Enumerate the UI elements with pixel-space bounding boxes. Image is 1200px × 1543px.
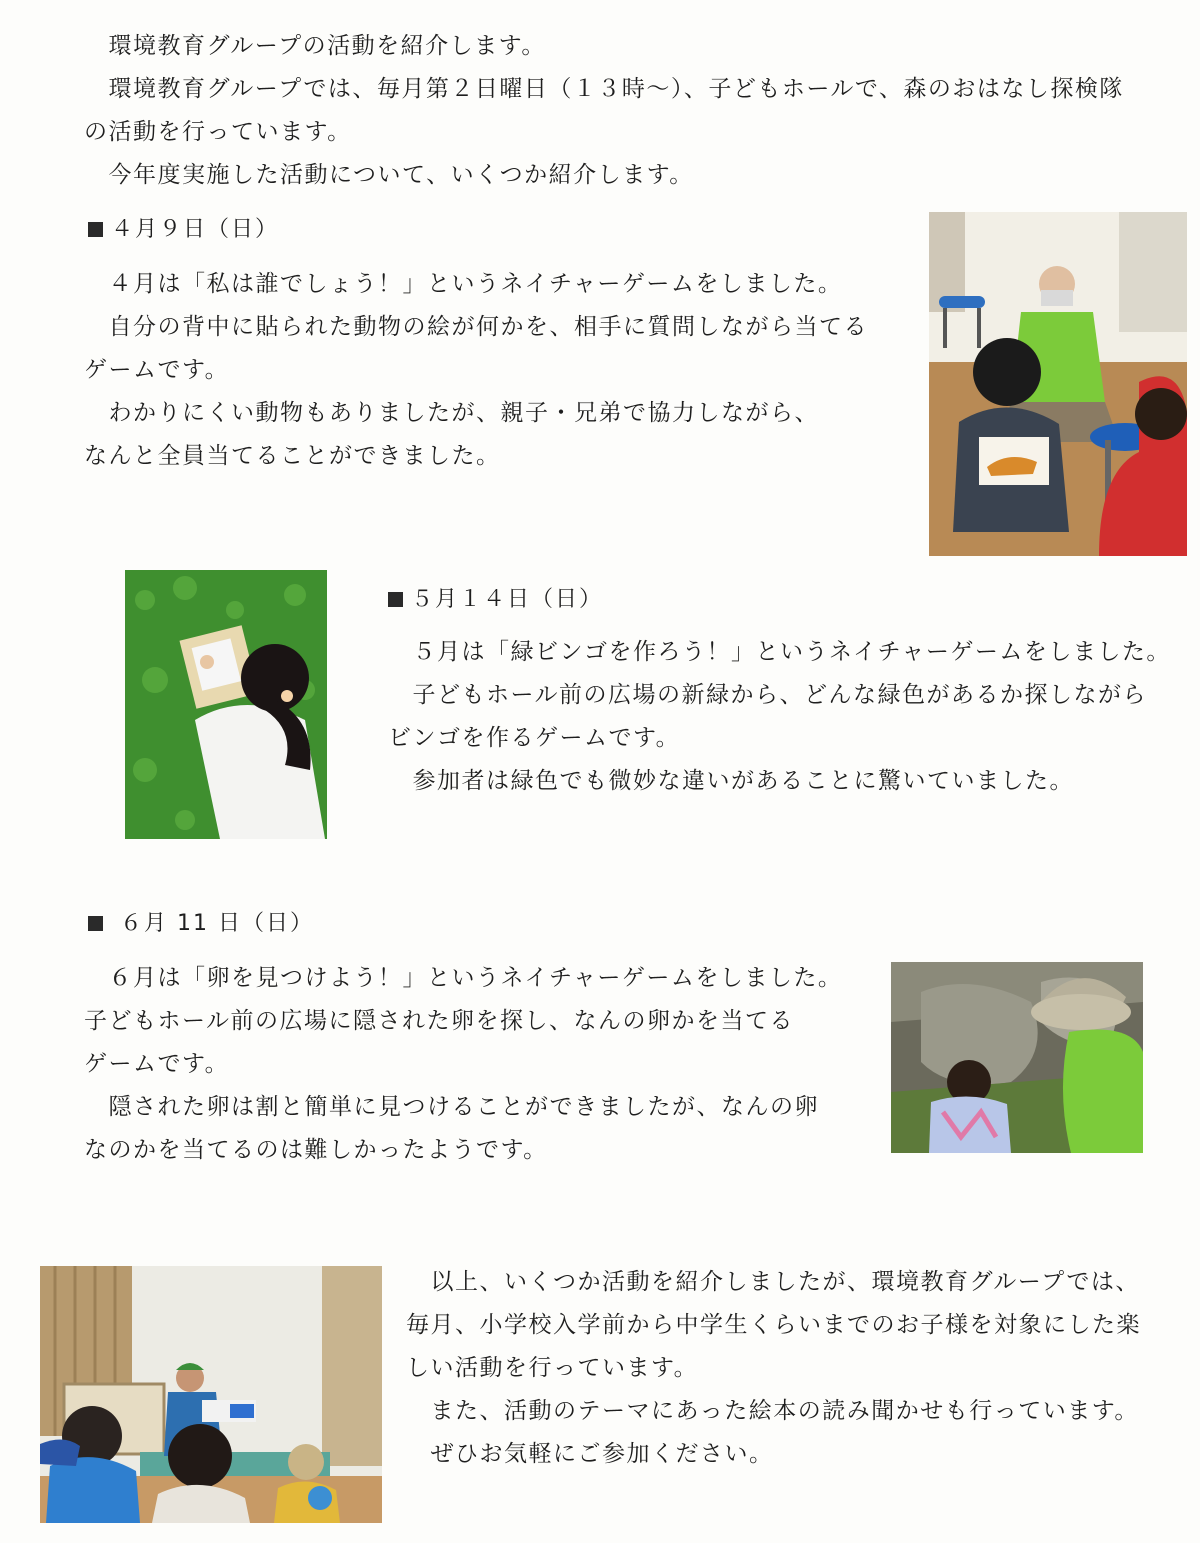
square-bullet-icon <box>88 916 103 931</box>
april-line: ゲームです。 <box>84 357 230 383</box>
may-line: ５月は「緑ビンゴを作ろう！」というネイチャーゲームをしました。 <box>388 639 1171 665</box>
closing-line: ぜひお気軽にご参加ください。 <box>406 1441 774 1467</box>
intro-line: 今年度実施した活動について、いくつか紹介します。 <box>84 162 694 188</box>
june-paragraph <box>84 957 842 1172</box>
april-heading: ４月９日（日） <box>88 215 279 245</box>
closing-line: 毎月、小学校入学前から中学生くらいまでのお子様を対象にした楽 <box>406 1312 1141 1338</box>
april-line: ４月は「私は誰でしょう！」というネイチャーゲームをしました。 <box>84 271 843 297</box>
may-line: 子どもホール前の広場の新緑から、どんな緑色があるか探しながら <box>388 682 1148 708</box>
may-heading: ５月１４日（日） <box>388 585 603 615</box>
closing-photo <box>40 1266 382 1523</box>
square-bullet-icon <box>388 592 403 607</box>
june-line: ゲームです。 <box>84 1051 230 1077</box>
intro-line: 環境教育グループの活動を紹介します。 <box>84 33 546 59</box>
closing-line: また、活動のテーマにあった絵本の読み聞かせも行っています。 <box>406 1398 1139 1424</box>
may-paragraph <box>388 631 1171 803</box>
june-heading: ６月 11 日（日） <box>88 909 314 939</box>
intro-line: 環境教育グループでは、毎月第２日曜日（１３時～）、子どもホールで、森のおはなし探検隊 <box>84 76 1124 102</box>
may-line: 参加者は緑色でも微妙な違いがあることに驚いていました。 <box>388 768 1074 794</box>
june-photo <box>891 962 1143 1153</box>
may-photo <box>125 570 327 839</box>
june-line: 子どもホール前の広場に隠された卵を探し、なんの卵かを当てる <box>84 1008 795 1034</box>
closing-line: 以上、いくつか活動を紹介しましたが、環境教育グループでは、 <box>406 1269 1140 1295</box>
june-line: ６月は「卵を見つけよう！」というネイチャーゲームをしました。 <box>84 965 843 991</box>
square-bullet-icon <box>88 222 103 237</box>
june-line: なのかを当てるのは難しかったようです。 <box>84 1137 548 1163</box>
intro-line: の活動を行っています。 <box>84 119 352 145</box>
closing-paragraph <box>406 1261 1141 1476</box>
april-line: わかりにくい動物もありましたが、親子・兄弟で協力しながら、 <box>84 400 819 426</box>
april-line: なんと全員当てることができました。 <box>84 443 501 469</box>
may-line: ビンゴを作るゲームです。 <box>388 725 681 751</box>
april-photo <box>929 212 1187 556</box>
closing-line: しい活動を行っています。 <box>406 1355 699 1381</box>
april-line: 自分の背中に貼られた動物の絵が何かを、相手に質問しながら当てる <box>84 314 868 340</box>
intro-paragraph <box>84 25 1124 197</box>
june-line: 隠された卵は割と簡単に見つけることができましたが、なんの卵 <box>84 1094 819 1120</box>
april-paragraph <box>84 263 868 478</box>
